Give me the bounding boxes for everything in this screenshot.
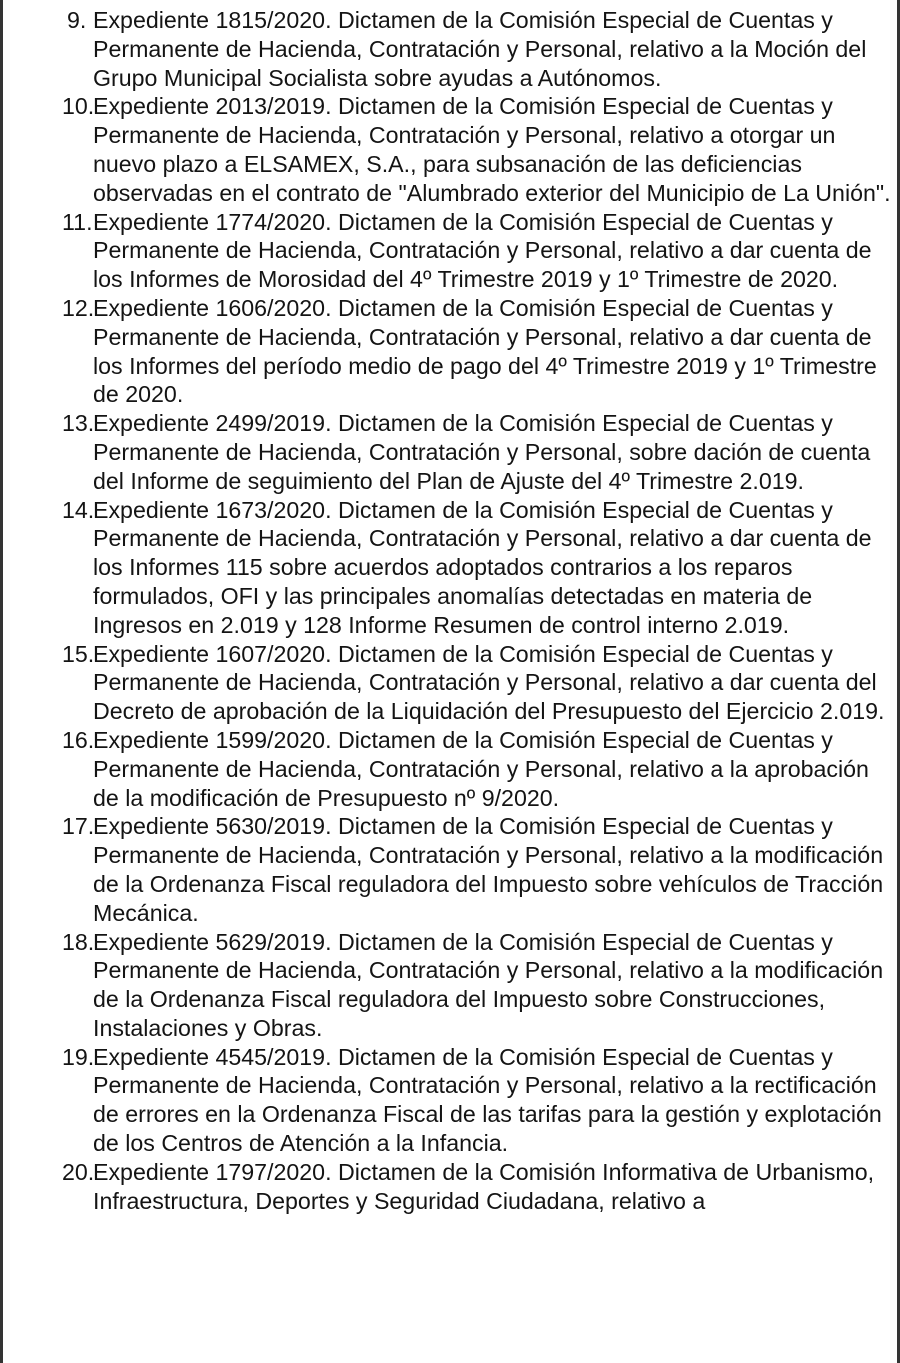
item-number: 9. xyxy=(67,7,87,33)
agenda-item xyxy=(62,208,892,294)
item-number: 14. xyxy=(62,496,95,523)
agenda-item xyxy=(62,640,892,726)
item-number: 13. xyxy=(62,410,95,437)
item-number: 16. xyxy=(62,726,95,753)
agenda-item xyxy=(62,496,892,640)
agenda-item xyxy=(62,294,892,409)
agenda-item xyxy=(62,1043,892,1158)
item-text: Expediente 5629/2019. Dictamen de la Comisión Especial de Cuentas y Permanente de Hacienda, Contratación y Personal, relativo a la modificación de la Ordenanza Fiscal reguladora del Impuesto sobre Construcciones, Instalaciones y Obras. xyxy=(93,928,884,1041)
item-number: 12. xyxy=(62,294,95,321)
agenda-item xyxy=(62,928,892,1043)
item-text: Expediente 2013/2019. Dictamen de la Comisión Especial de Cuentas y Permanente de Hacienda, Contratación y Personal, relativo a otorgar un nuevo plazo a ELSAMEX, S.A., para subsanación de las deficiencias observadas en el contrato de "Alumbrado exterior del Municipio de La Unión". xyxy=(93,93,891,206)
agenda-item xyxy=(62,409,892,495)
agenda-item xyxy=(62,726,892,812)
agenda-item xyxy=(62,92,892,207)
item-text: Expediente 5630/2019. Dictamen de la Comisión Especial de Cuentas y Permanente de Hacienda, Contratación y Personal, relativo a la modificación de la Ordenanza Fiscal reguladora del Impuesto sobre vehículos de Tracción Mecánica. xyxy=(93,813,884,926)
agenda-item xyxy=(62,1158,892,1216)
agenda-item xyxy=(62,812,892,927)
item-text: Expediente 1606/2020. Dictamen de la Comisión Especial de Cuentas y Permanente de Hacienda, Contratación y Personal, relativo a dar cuenta de los Informes del período medio de pago del 4º Trimestre 2019 y 1º Trimestre de 2020. xyxy=(93,294,877,408)
item-number: 17. xyxy=(62,813,95,840)
item-text: Expediente 1673/2020. Dictamen de la Comisión Especial de Cuentas y Permanente de Hacienda, Contratación y Personal, relativo a dar cuenta de los Informes 115 sobre acuerdos adoptados contrarios a los reparos formulados, OFI y las principales anomalías detectadas en materia de Ingresos en 2.019 y 128 Informe Resumen de control interno 2.019. xyxy=(93,496,872,638)
item-number: 19. xyxy=(62,1043,95,1070)
item-number: 11. xyxy=(62,208,93,235)
agenda-item xyxy=(62,6,892,92)
item-text: Expediente 1774/2020. Dictamen de la Comisión Especial de Cuentas y Permanente de Hacienda, Contratación y Personal, relativo a dar cuenta de los Informes de Morosidad del 4º Trimestre 2019 y 1º Trimestre de 2020. xyxy=(93,208,872,293)
item-number: 10. xyxy=(62,93,95,120)
item-text: Expediente 2499/2019. Dictamen de la Comisión Especial de Cuentas y Permanente de Hacienda, Contratación y Personal, sobre dación de cuenta del Informe de seguimiento del Plan de Ajuste del 4º Trimestre 2.019. xyxy=(93,410,871,494)
item-text: Expediente 1607/2020. Dictamen de la Comisión Especial de Cuentas y Permanente de Hacienda, Contratación y Personal, relativo a dar cuenta del Decreto de aprobación de la Liquidación del Presupuesto del Ejercicio 2.019. xyxy=(93,640,885,725)
item-text: Expediente 4545/2019. Dictamen de la Comisión Especial de Cuentas y Permanente de Hacienda, Contratación y Personal, relativo a la rectificación de errores en la Ordenanza Fiscal de las tarifas para la gestión y explotación de los Centros de Atención a la Infancia. xyxy=(93,1043,882,1157)
item-number: 15. xyxy=(62,640,95,667)
item-text: Expediente 1797/2020. Dictamen de la Comisión Informativa de Urbanismo, Infraestructura, Deportes y Seguridad Ciudadana, relativo a xyxy=(93,1158,875,1214)
item-number: 20. xyxy=(62,1158,95,1185)
agenda-list xyxy=(62,6,892,1215)
item-number: 18. xyxy=(62,928,95,955)
item-text: Expediente 1815/2020. Dictamen de la Comisión Especial de Cuentas y Permanente de Hacienda, Contratación y Personal, relativo a la Moción del Grupo Municipal Socialista sobre ayudas a Autónomos. xyxy=(93,7,867,91)
item-text: Expediente 1599/2020. Dictamen de la Comisión Especial de Cuentas y Permanente de Hacienda, Contratación y Personal, relativo a la aprobación de la modificación de Presupuesto nº 9/2020. xyxy=(93,726,869,811)
